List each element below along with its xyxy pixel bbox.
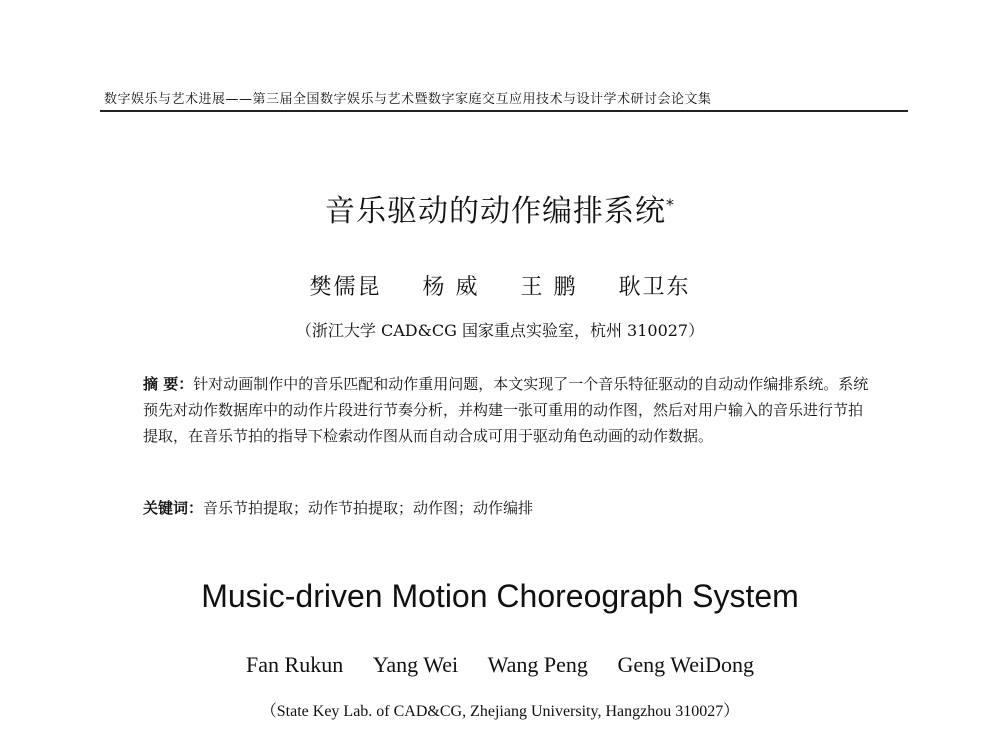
- english-title: Music-driven Motion Choreograph System: [201, 578, 799, 614]
- running-header: 数字娱乐与艺术进展——第三届全国数字娱乐与艺术暨数字家庭交互应用技术与设计学术研讨会论文集: [104, 92, 712, 107]
- chinese-title: [0, 186, 1000, 230]
- keywords-label: 关键词：: [143, 499, 204, 517]
- chinese-authors: [0, 270, 1000, 301]
- author-cn: 王 鹏: [520, 275, 578, 300]
- author-en: Yang Wei: [372, 652, 459, 677]
- chinese-title-text: 音乐驱动的动作编排系统: [325, 194, 666, 229]
- author-cn: 樊儒昆: [309, 275, 382, 300]
- author-en: Fan Rukun: [246, 652, 344, 677]
- header-rule: [100, 110, 908, 112]
- chinese-affiliation: （浙江大学 CAD&CG 国家重点实验室，杭州 310027）: [295, 321, 705, 340]
- abstract: [143, 371, 871, 449]
- title-footnote-mark: *: [666, 195, 675, 214]
- author-cn: 杨 威: [422, 275, 480, 300]
- english-authors: [0, 652, 1000, 678]
- author-cn: 耿卫东: [618, 275, 691, 300]
- english-affiliation: （State Key Lab. of CAD&CG, Zhejiang University, Hangzhou 310027）: [260, 703, 740, 720]
- abstract-label: 摘 要：: [143, 375, 194, 393]
- keywords-text: 音乐节拍提取；动作节拍提取；动作图；动作编排: [203, 499, 534, 517]
- author-en: Wang Peng: [487, 652, 588, 677]
- abstract-text: 针对动画制作中的音乐匹配和动作重用问题，本文实现了一个音乐特征驱动的自动动作编排系统。系统预先对动作数据库中的动作片段进行节奏分析，并构建一张可重用的动作图，然后对用户输入的音乐进行节拍提取，在音乐节拍的指导下检索动作图从而自动合成可用于驱动角色动画的动作数据。: [143, 375, 869, 445]
- keywords: [143, 495, 871, 521]
- author-en: Geng WeiDong: [617, 652, 754, 677]
